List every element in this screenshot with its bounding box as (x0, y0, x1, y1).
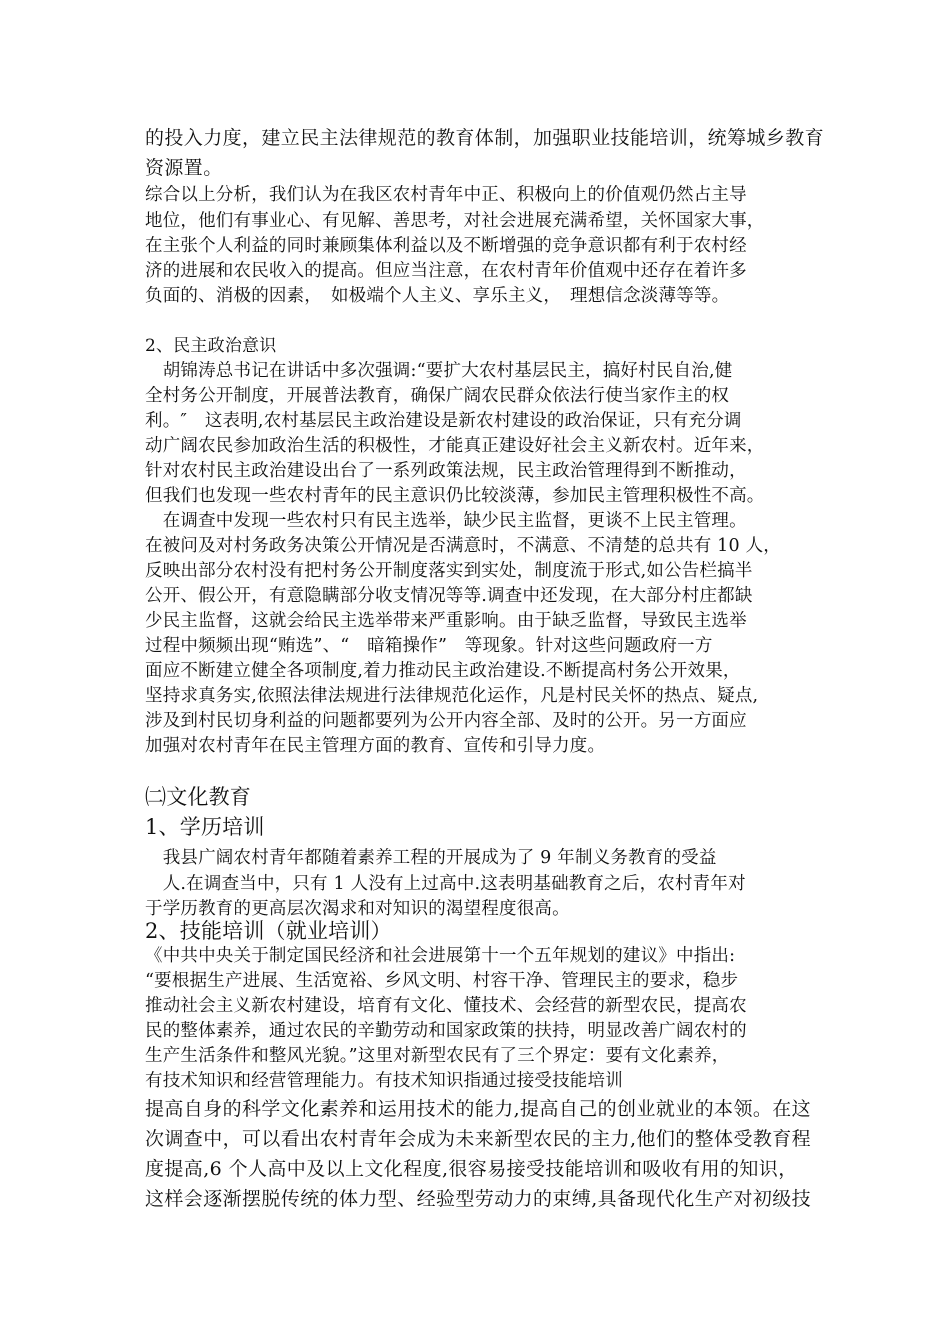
text-line: 的投入力度，建立民主法律规范的教育体制，加强职业技能培训，统筹城乡教育 (145, 127, 825, 149)
text-line: 面应不断建立健全各项制度,着力推动民主政治建设.不断提高村务公开效果， (145, 661, 741, 681)
text-line: 次调查中，可以看出农村青年会成为未来新型农民的主力,他们的整体受教育程 (145, 1128, 812, 1150)
text-line: 在主张个人利益的同时兼顾集体利益以及不断增强的竞争意识都有利于农村经 (145, 236, 747, 256)
text-line: 涉及到村民切身利益的问题都要列为公开内容全部、及时的公开。另一方面应 (145, 711, 747, 731)
text-line: 但我们也发现一些农村青年的民主意识仍比较淡薄，参加民主管理积极性不高。 (145, 486, 765, 506)
text-line: 济的进展和农民收入的提高。但应当注意，在农村青年价值观中还存在着许多 (145, 261, 747, 281)
section-heading: 2、技能培训（就业培训） (145, 919, 392, 943)
text-line: 在被问及对村务政务决策公开情况是否满意时，不满意、不清楚的总共有 10 人， (145, 536, 781, 556)
text-line: 人.在调查当中，只有 1 人没有上过高中.这表明基础教育之后，农村青年对 (145, 874, 746, 894)
section-heading: 2、民主政治意识 (145, 336, 277, 356)
text-line: 胡锦涛总书记在讲话中多次强调:“要扩大农村基层民主，搞好村民自治,健 (145, 361, 733, 381)
text-line: 地位，他们有事业心、有见解、善思考，对社会进展充满希望，关怀国家大事， (145, 211, 765, 231)
text-line: 公开、假公开，有意隐瞒部分收支情况等等.调查中还发现，在大部分村庄都缺 (145, 586, 753, 606)
text-line: 度提高,6 个人高中及以上文化程度,很容易接受技能培训和吸收有用的知识， (145, 1158, 798, 1180)
text-line: 负面的、消极的因素， 如极端个人主义、享乐主义， 理想信念淡薄等等。 (145, 286, 730, 306)
text-line: 生产生活条件和整风光貌。”这里对新型农民有了三个界定：要有文化素养， (145, 1046, 730, 1066)
text-line: 综合以上分析，我们认为在我区农村青年中正、积极向上的价值观仍然占主导 (145, 185, 747, 205)
text-line: 提高自身的科学文化素养和运用技术的能力,提高自己的创业就业的本领。在这 (145, 1098, 812, 1120)
text-line: 利。″ 这表明,农村基层民主政治建设是新农村建设的政治保证，只有充分调 (145, 411, 742, 431)
section-heading: 1、学历培训 (145, 815, 265, 839)
text-line: 针对农村民主政治建设出台了一系列政策法规，民主政治管理得到不断推动， (145, 461, 747, 481)
text-line: 在调查中发现一些农村只有民主选举，缺少民主监督，更谈不上民主管理。 (145, 511, 747, 531)
text-line: 加强对农村青年在民主管理方面的教育、宣传和引导力度。 (145, 736, 606, 756)
text-line: 《中共中央关于制定国民经济和社会进展第十一个五年规划的建议》中指出: (145, 946, 736, 966)
text-line: 过程中频频出现“贿选”、“ 暗箱操作” 等现象。针对这些问题政府一方 (145, 636, 713, 656)
text-line: 这样会逐渐摆脱传统的体力型、经验型劳动力的束缚,具备现代化生产对初级技 (145, 1188, 812, 1210)
section-heading: ㈡文化教育 (145, 785, 251, 809)
text-line: 资源置。 (145, 157, 223, 179)
text-line: “要根据生产进展、生活宽裕、乡风文明、村容干净、管理民主的要求，稳步 (145, 971, 739, 991)
text-line: 民的整体素养，通过农民的辛勤劳动和国家政策的扶持，明显改善广阔农村的 (145, 1021, 747, 1041)
text-line: 少民主监督，这就会给民主选举带来严重影响。由于缺乏监督，导致民主选举 (145, 611, 747, 631)
text-line: 全村务公开制度，开展普法教育，确保广阔农民群众依法行使当家作主的权 (145, 386, 730, 406)
text-line: 坚持求真务实,依照法律法规进行法律规范化运作，凡是村民关怀的热点、疑点, (145, 686, 759, 706)
text-line: 推动社会主义新农村建设，培育有文化、懂技术、会经营的新型农民，提高农 (145, 996, 747, 1016)
text-line: 我县广阔农村青年都随着素养工程的开展成为了 9 年制义务教育的受益 (145, 848, 717, 868)
text-line: 于学历教育的更高层次渴求和对知识的渴望程度很高。 (145, 899, 570, 919)
text-line: 有技术知识和经营管理能力。有技术知识指通过接受技能培训 (145, 1071, 623, 1091)
text-line: 反映出部分农村没有把村务公开制度落实到实处，制度流于形式,如公告栏搞半 (145, 561, 753, 581)
text-line: 动广阔农民参加政治生活的积极性，才能真正建设好社会主义新农村。近年来， (145, 436, 765, 456)
